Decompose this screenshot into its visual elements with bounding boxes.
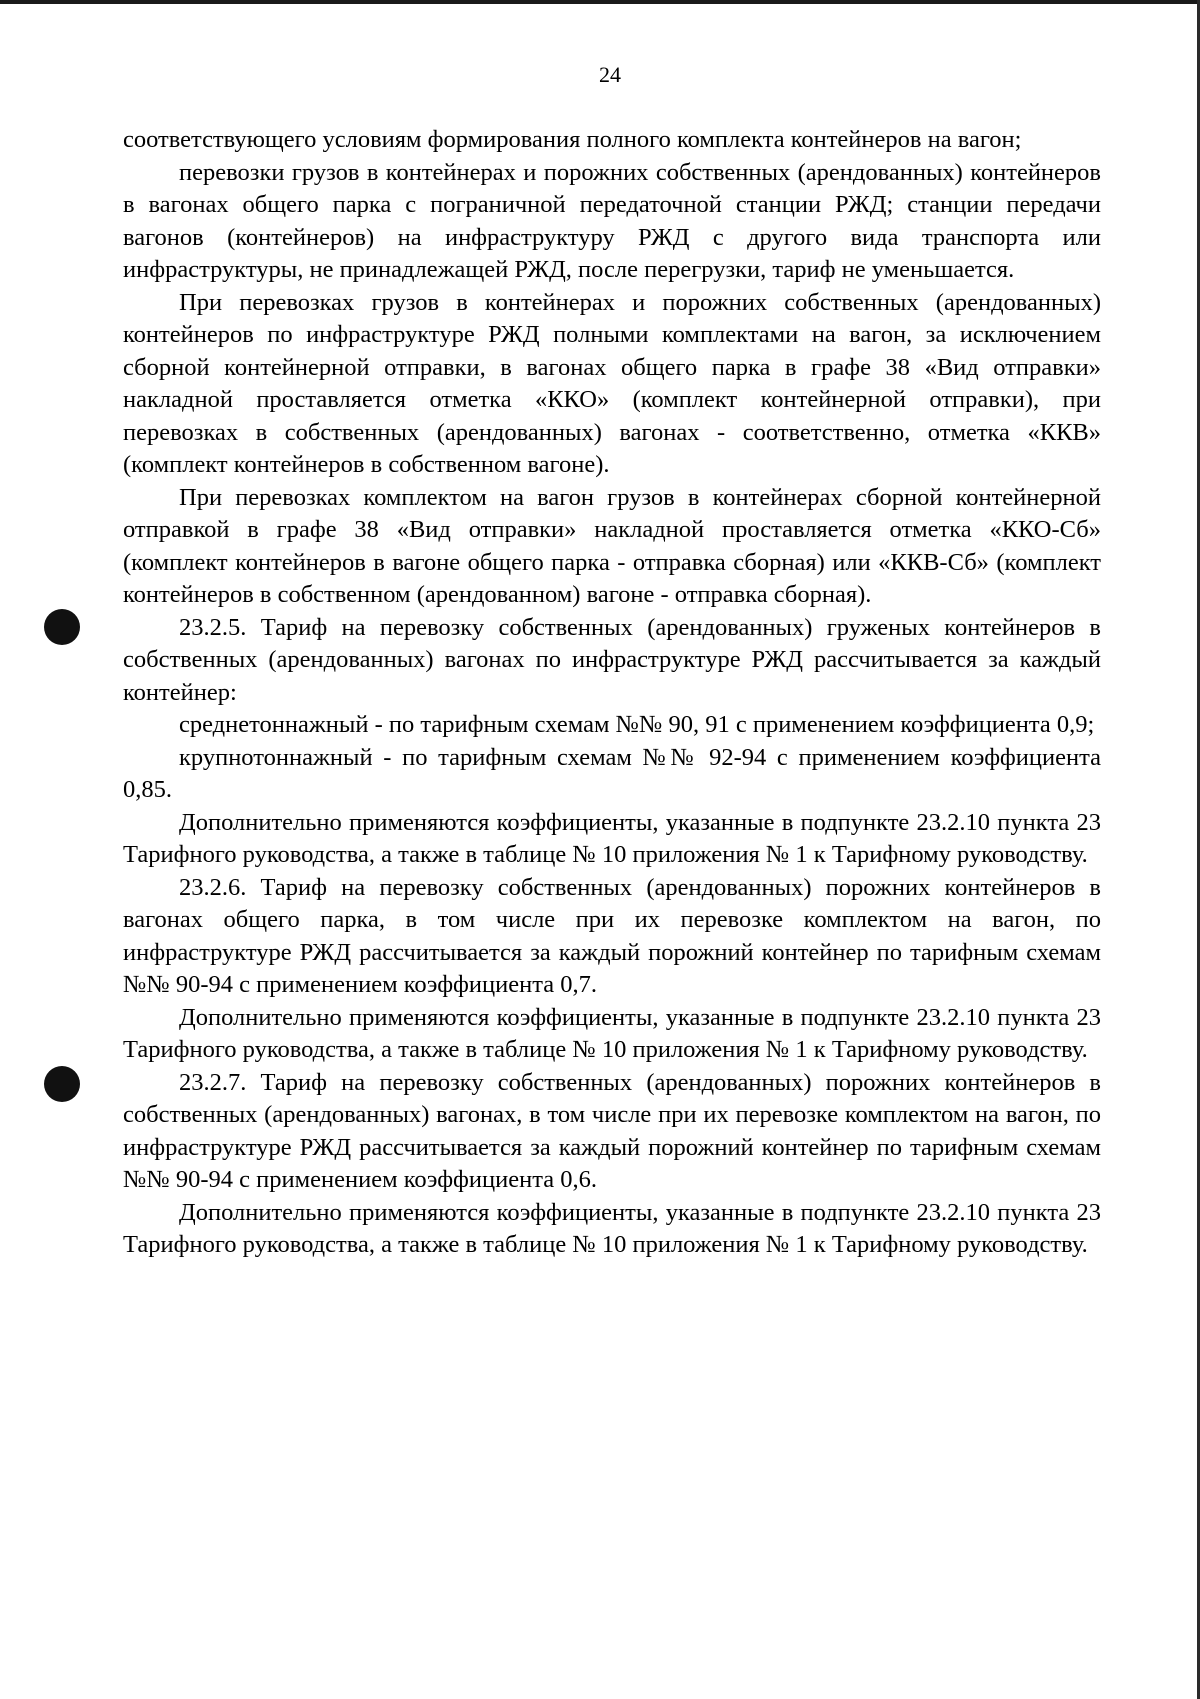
- page-number: 24: [599, 62, 621, 87]
- paragraph-23-2-6: 23.2.6. Тариф на перевозку собственных (арендованных) порожних контейнеров в вагонах общего парка, в том числе при их перевозке комплектом на вагон, по инфраструктуре РЖД рассчитывается за каждый порожний контейнер по тарифным схемам №№ 90-94 с применением коэффициента 0,7.: [123, 873, 1101, 998]
- paragraph-23-2-7: 23.2.7. Тариф на перевозку собственных (арендованных) порожних контейнеров в собственных (арендованных) вагонах, в том числе при их перевозке комплектом на вагон, по инфраструктуре РЖД рассчитывается за каждый порожний контейнер по тарифным схемам №№ 90-94 с применением коэффициента 0,6.: [123, 1068, 1101, 1193]
- scan-edge-top: [0, 0, 1200, 4]
- paragraph-medium-tonnage: среднетоннажный - по тарифным схемам №№ 90, 91 с применением коэффициента 0,9;: [179, 711, 1095, 738]
- paragraph-23-2-5: 23.2.5. Тариф на перевозку собственных (арендованных) груженых контейнеров в собственных (арендованных) вагонах по инфраструктуре РЖД рассчитывается за каждый контейнер:: [123, 613, 1101, 706]
- paragraph-kko-sb-mark: При перевозках комплектом на вагон грузов в контейнерах сборной контейнерной отправкой в графе 38 «Вид отправки» накладной проставляется отметка «ККО-Сб» (комплект контейнеров в вагоне общего парка - отправка сборная) или «ККВ-Сб» (комплект контейнеров в собственном (арендованном) вагоне - отправка сборная).: [123, 483, 1101, 608]
- paragraph-additional-coefficients-2: Дополнительно применяются коэффициенты, указанные в подпункте 23.2.10 пункта 23 Тарифного руководства, а также в таблице № 10 приложения № 1 к Тарифному руководству.: [123, 1003, 1101, 1063]
- punch-hole-upper: [44, 609, 80, 645]
- paragraph-continuation: соответствующего условиям формирования полного комплекта контейнеров на вагон;: [123, 126, 1022, 153]
- paragraph-kko-mark: При перевозках грузов в контейнерах и порожних собственных (арендованных) контейнеров по инфраструктуре РЖД полными комплектами на вагон, за исключением сборной контейнерной отправки, в вагонах общего парка в графе 38 «Вид отправки» накладной проставляется отметка «ККО» (комплект контейнерной отправки), при перевозках в собственных (арендованных) вагонах - соответственно, отметка «ККВ» (комплект контейнеров в собственном вагоне).: [123, 288, 1101, 478]
- paragraph-border-station: перевозки грузов в контейнерах и порожних собственных (арендованных) контейнеров в вагонах общего парка с пограничной передаточной станции РЖД; станции передачи вагонов (контейнеров) на инфраструктуру РЖД с другого вида транспорта или инфраструктуры, не принадлежащей РЖД, после перегрузки, тариф не уменьшается.: [123, 158, 1101, 283]
- paragraph-additional-coefficients-3: Дополнительно применяются коэффициенты, указанные в подпункте 23.2.10 пункта 23 Тарифного руководства, а также в таблице № 10 приложения № 1 к Тарифному руководству.: [123, 1198, 1101, 1258]
- paragraph-large-tonnage: крупнотоннажный - по тарифным схемам №№ 92-94 с применением коэффициента 0,85.: [123, 743, 1101, 803]
- paragraph-additional-coefficients-1: Дополнительно применяются коэффициенты, указанные в подпункте 23.2.10 пункта 23 Тарифного руководства, а также в таблице № 10 приложения № 1 к Тарифному руководству.: [123, 808, 1101, 868]
- document-body: [123, 124, 1101, 1262]
- punch-hole-lower: [44, 1066, 80, 1102]
